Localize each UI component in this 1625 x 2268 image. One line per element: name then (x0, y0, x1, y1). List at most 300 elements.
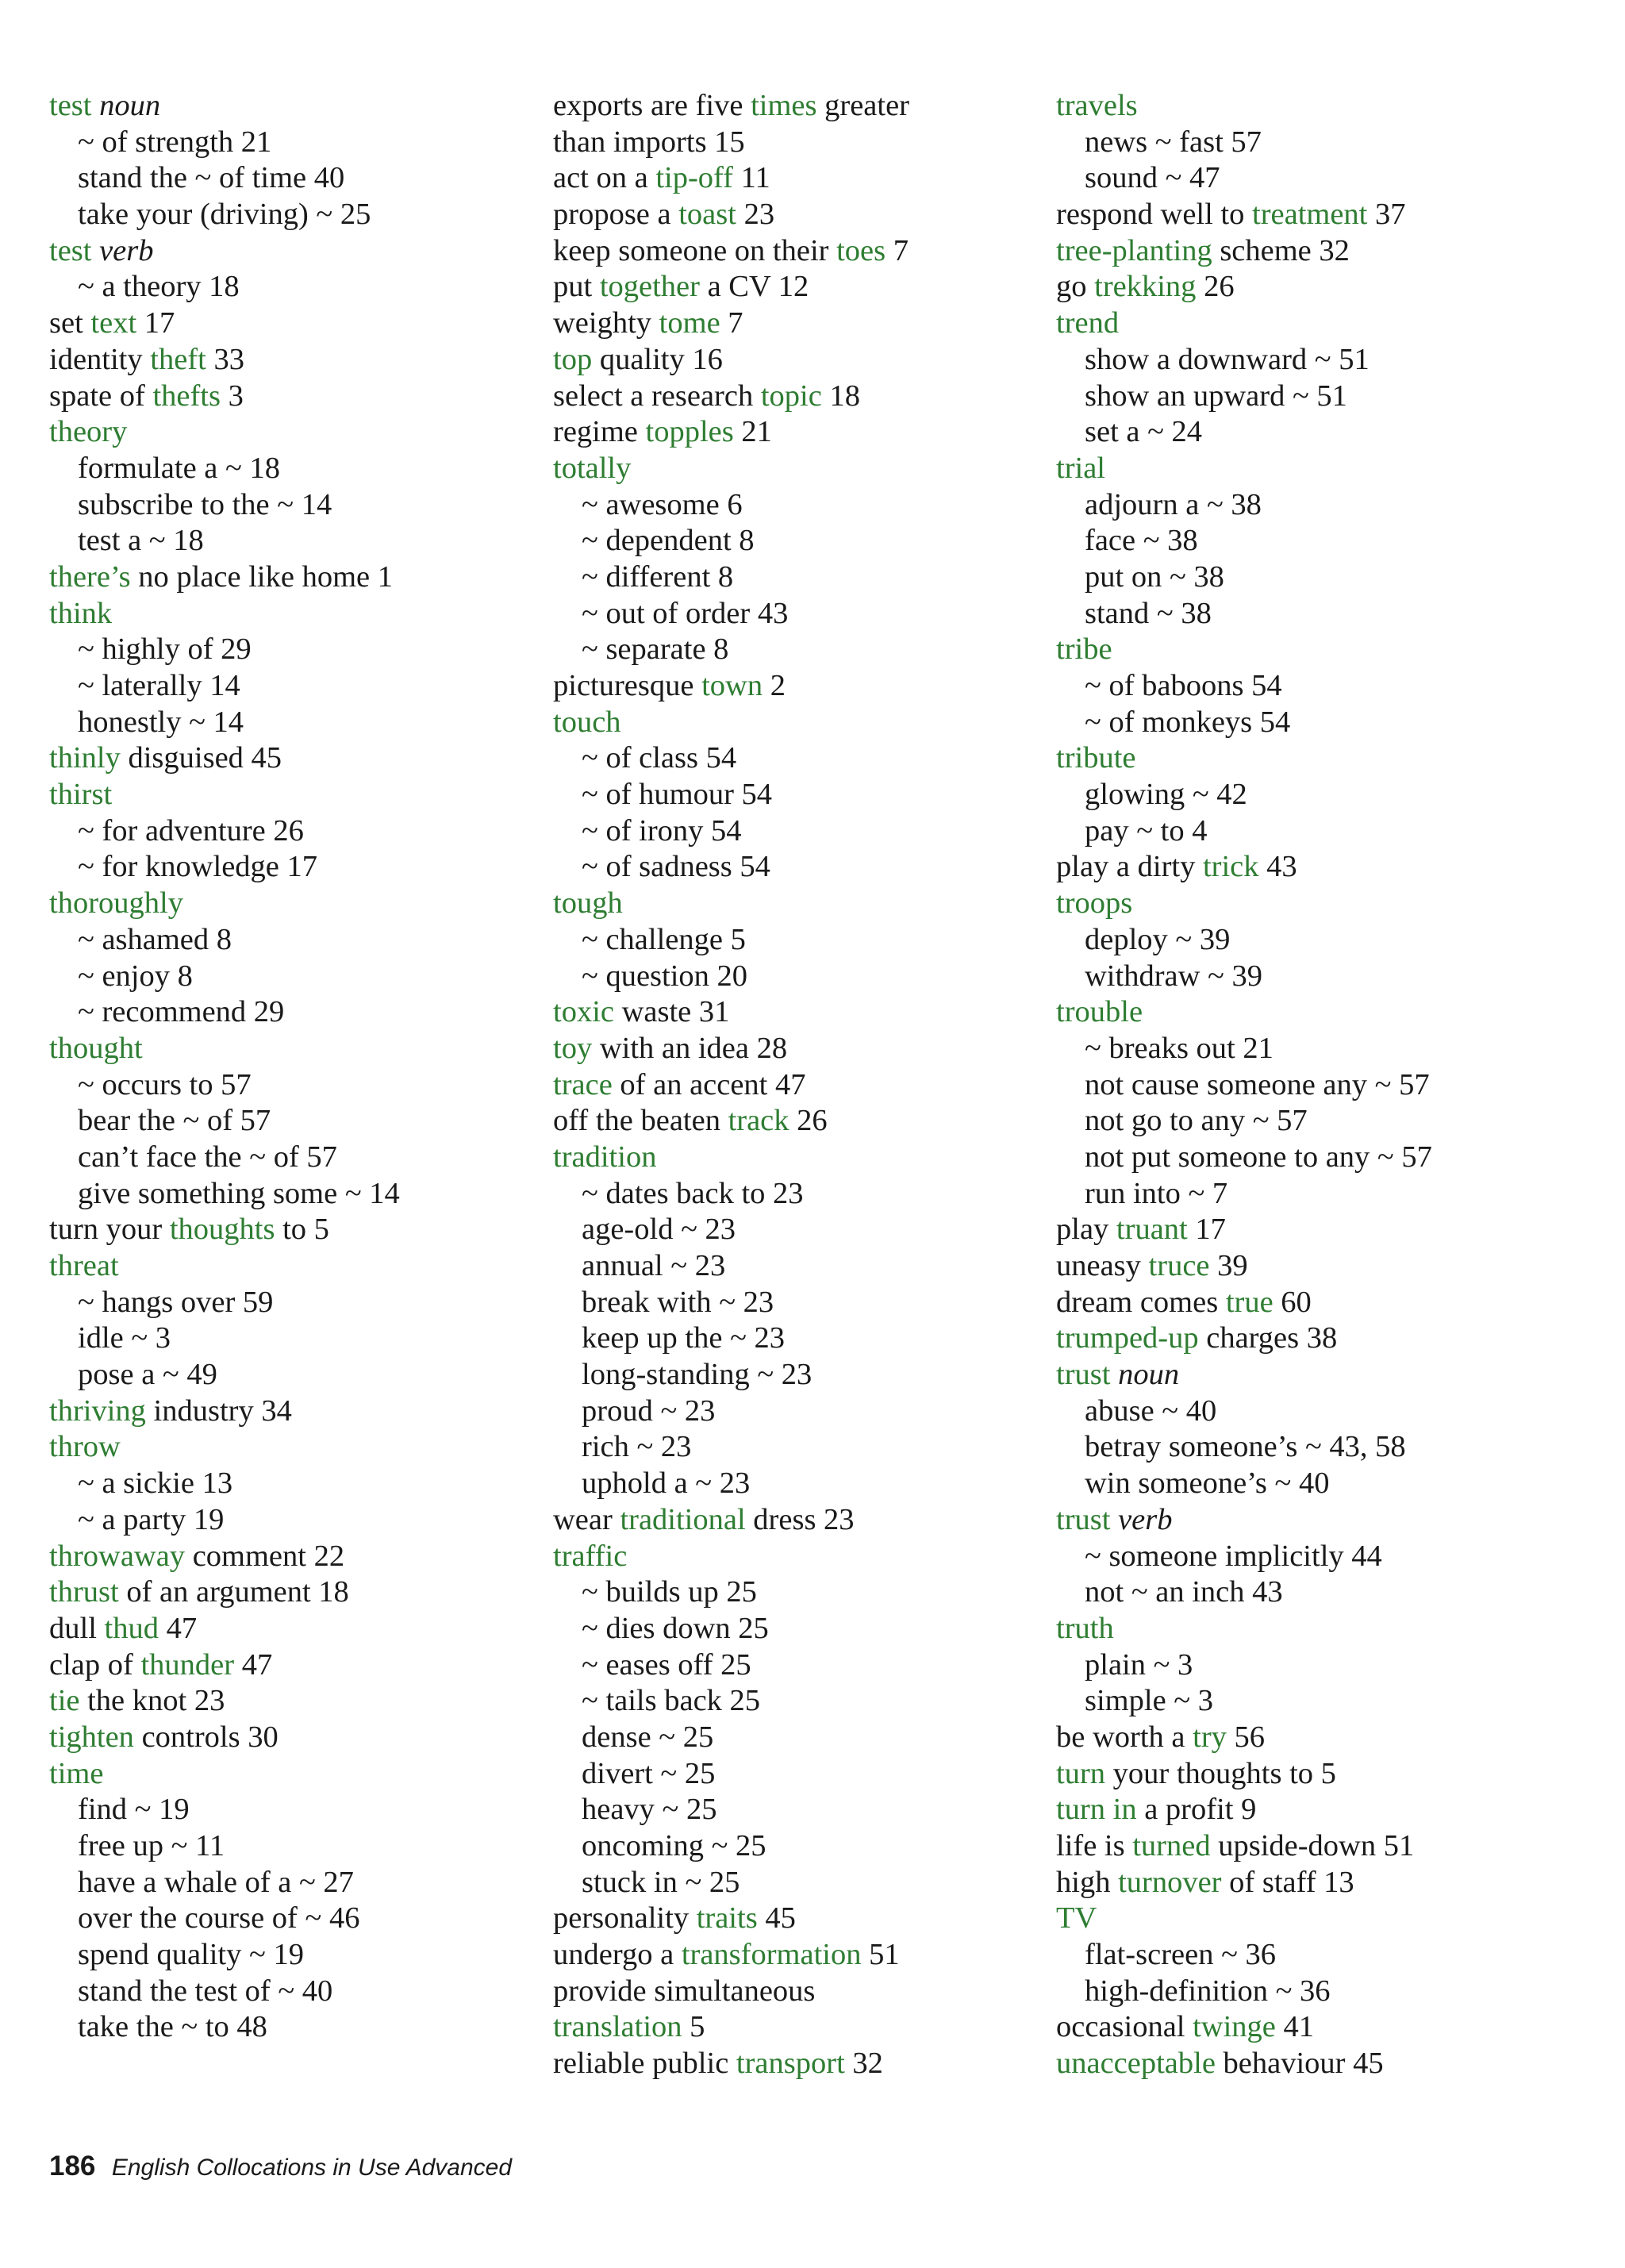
index-entry (553, 1067, 1029, 1104)
entry-text: put (553, 270, 600, 304)
collocation-line (49, 1320, 517, 1357)
entry-text: controls 30 (133, 1720, 279, 1754)
collocation-line (553, 523, 1029, 559)
entry-text: ~ tails back 25 (582, 1684, 761, 1718)
headword: threat (49, 1249, 119, 1282)
entry-text: with an idea 28 (592, 1031, 788, 1065)
collocation-line (1056, 959, 1580, 995)
entry-text: ~ dates back to 23 (582, 1176, 804, 1210)
index-entry (1056, 1212, 1580, 1248)
index-entry (1056, 2046, 1580, 2082)
collocation-line (553, 1212, 1029, 1248)
entry-text: 45 (757, 1901, 796, 1935)
entry-text: upside-down 51 (1210, 1829, 1415, 1862)
headword: thinly (49, 741, 121, 775)
collocation-line (553, 1320, 1029, 1357)
entry-text: 21 (733, 415, 772, 449)
entry-text: dream comes (1056, 1285, 1226, 1319)
index-entry (49, 777, 517, 813)
entry-text: 51 (861, 1938, 900, 1972)
collocation-line (1056, 342, 1580, 379)
entry-text: spend quality ~ 19 (78, 1938, 304, 1972)
entry-text: ~ dependent 8 (582, 524, 755, 558)
collocation-line (1056, 1140, 1580, 1176)
entry-text: dress 23 (745, 1502, 855, 1536)
collocation-line (553, 632, 1029, 668)
headword: trekking (1094, 270, 1197, 304)
entry-text: set a ~ 24 (1085, 415, 1203, 449)
entry-text: keep someone on their (553, 233, 837, 267)
collocation-line (1056, 125, 1580, 161)
index-entry (49, 596, 517, 632)
entry-text: abuse ~ 40 (1085, 1393, 1217, 1428)
entry-text: betray someone’s ~ 43, 58 (1085, 1430, 1406, 1464)
entry-text: set (49, 306, 91, 340)
index-entry (1056, 849, 1580, 886)
entry-text: ~ for knowledge 17 (78, 850, 318, 884)
entry-text: rich ~ 23 (582, 1430, 692, 1464)
entry-text: the knot 23 (79, 1684, 225, 1718)
entry-text: over the course of ~ 46 (78, 1901, 360, 1935)
collocation-line (49, 959, 517, 995)
entry-text: occasional (1056, 2010, 1193, 2044)
entry-text: ~ someone implicitly 44 (1085, 1539, 1382, 1573)
index-entry (49, 886, 517, 922)
entry-text: idle ~ 3 (78, 1321, 171, 1355)
collocation-line (1056, 922, 1580, 959)
entry-text: ~ of humour 54 (582, 778, 773, 812)
entry-text: withdraw ~ 39 (1085, 959, 1262, 993)
headword: topic (760, 379, 822, 413)
collocation-line (49, 922, 517, 959)
headword: text (90, 306, 137, 340)
headword: thrust (49, 1575, 119, 1609)
index-entry (49, 414, 517, 451)
entry-text: divert ~ 25 (582, 1756, 716, 1790)
entry-text: 7 (720, 306, 743, 340)
index-entry (553, 1103, 1029, 1140)
headword: trust (1056, 1502, 1111, 1536)
headword: toast (678, 198, 736, 232)
entry-text: ~ laterally 14 (78, 669, 240, 702)
collocation-line (1056, 813, 1580, 850)
collocation-line (49, 1974, 517, 2010)
headword: thirst (49, 778, 113, 812)
index-entry (553, 2046, 1029, 2082)
entry-text: ~ different 8 (582, 559, 734, 594)
collocation-line (49, 160, 517, 197)
headword: troops (1056, 886, 1133, 921)
entry-text: oncoming ~ 25 (582, 1829, 766, 1862)
entry-text: no place like home 1 (130, 559, 393, 594)
entry-text: ~ eases off 25 (582, 1647, 751, 1682)
collocation-line (1056, 596, 1580, 632)
collocation-line (553, 1683, 1029, 1720)
collocation-line (1056, 1176, 1580, 1213)
headword: trick (1202, 850, 1259, 884)
headword: turnover (1118, 1865, 1222, 1899)
entry-text: 2 (763, 669, 786, 702)
headword: theft (150, 342, 206, 376)
book-title: English Collocations in Use Advanced (111, 2155, 513, 2181)
page-footer (49, 2151, 512, 2182)
index-entry (1056, 1792, 1580, 1828)
collocation-line (553, 1429, 1029, 1466)
collocation-line (49, 269, 517, 306)
entry-text: reliable public (553, 2047, 736, 2081)
entry-text: not cause someone any ~ 57 (1085, 1067, 1430, 1101)
collocation-line (49, 1792, 517, 1828)
headword: trend (1056, 306, 1120, 340)
collocation-line (49, 632, 517, 668)
collocation-line (1056, 559, 1580, 596)
collocation-line (49, 1502, 517, 1539)
headword: transformation (681, 1938, 862, 1972)
collocation-line (49, 813, 517, 850)
collocation-line (1056, 1539, 1580, 1575)
headword: tip-off (655, 161, 734, 195)
index-entry (553, 668, 1029, 705)
collocation-line (553, 1466, 1029, 1502)
headword: thought (49, 1031, 143, 1065)
index-entry (49, 306, 517, 342)
entry-text: honestly ~ 14 (78, 705, 244, 739)
entry-text: news ~ fast 57 (1085, 125, 1262, 159)
index-entry (553, 1901, 1029, 1937)
index-entry (1056, 88, 1580, 125)
collocation-line (1056, 1937, 1580, 1974)
headword: tough (553, 886, 623, 921)
index-entry (1056, 1248, 1580, 1285)
index-entry (1056, 1828, 1580, 1865)
index-entry (1056, 994, 1580, 1031)
entry-text: play (1056, 1213, 1116, 1247)
index-entry (1056, 1901, 1580, 1937)
index-entry (49, 342, 517, 379)
collocation-line (553, 849, 1029, 886)
entry-text: regime (553, 415, 646, 449)
entry-text: ~ a sickie 13 (78, 1467, 233, 1501)
entry-text: 33 (206, 342, 244, 376)
collocation-line (1056, 1974, 1580, 2010)
collocation-line (553, 740, 1029, 777)
entry-text: a CV 12 (699, 270, 809, 304)
collocation-line (553, 1357, 1029, 1393)
headword: trace (553, 1067, 613, 1101)
entry-text: ~ of strength 21 (78, 125, 272, 159)
collocation-line (49, 1466, 517, 1502)
headword: thriving (49, 1393, 146, 1428)
collocation-line (1056, 1683, 1580, 1720)
entry-text: disguised 45 (120, 741, 282, 775)
collocation-line (49, 668, 517, 705)
entry-text: picturesque (553, 669, 702, 702)
entry-text (1110, 1358, 1118, 1391)
entry-text (91, 89, 99, 122)
entry-text: ~ recommend 29 (78, 995, 285, 1029)
collocation-line (1056, 1429, 1580, 1466)
index-entry (1056, 1502, 1580, 1539)
collocation-line (49, 849, 517, 886)
entry-text: pose a ~ 49 (78, 1358, 217, 1392)
entry-text: ~ of monkeys 54 (1085, 705, 1291, 739)
index-entry (1056, 886, 1580, 922)
headword: tradition (553, 1140, 657, 1174)
collocation-line (49, 1357, 517, 1393)
entry-text: behaviour 45 (1215, 2047, 1384, 2081)
index-entry (49, 1756, 517, 1793)
headword: tie (49, 1684, 80, 1718)
entry-text: take the ~ to 48 (78, 2010, 267, 2044)
index-entry (553, 1974, 1029, 2010)
entry-text: 47 (158, 1611, 198, 1645)
entry-text: bear the ~ of 57 (78, 1104, 271, 1138)
entry-text: ~ of class 54 (582, 741, 737, 775)
collocation-line (1056, 777, 1580, 813)
entry-text: of an argument 18 (118, 1575, 349, 1609)
part-of-speech: verb (99, 233, 154, 267)
headword: there’s (49, 559, 131, 594)
collocation-line (553, 959, 1029, 995)
index-entry (553, 306, 1029, 342)
entry-text: weighty (553, 306, 659, 340)
collocation-line (49, 1176, 517, 1213)
entry-text: act on a (553, 161, 656, 195)
headword: toy (553, 1031, 593, 1065)
part-of-speech: verb (1118, 1502, 1173, 1536)
index-entry (553, 886, 1029, 922)
entry-text: 43 (1258, 850, 1297, 884)
headword: thefts (152, 379, 221, 413)
index-entry (553, 994, 1029, 1031)
entry-text: 7 (885, 233, 909, 267)
entry-text: go (1056, 270, 1095, 304)
part-of-speech: noun (1118, 1358, 1180, 1392)
collocation-line (49, 1901, 517, 1937)
entry-text: sound ~ 47 (1085, 161, 1220, 195)
headword: turn in (1056, 1793, 1137, 1827)
headword: touch (553, 705, 621, 739)
index-entry (1056, 1357, 1580, 1393)
index-entry (1056, 306, 1580, 342)
headword: totally (553, 451, 632, 485)
collocation-line (49, 197, 517, 233)
entry-text: ~ builds up 25 (582, 1575, 757, 1609)
collocation-line (49, 1285, 517, 1321)
collocation-line (49, 487, 517, 524)
headword: time (49, 1756, 104, 1790)
index-entry (1056, 1320, 1580, 1357)
entry-text: take your (driving) ~ 25 (78, 198, 371, 232)
entry-text: long-standing ~ 23 (582, 1358, 812, 1392)
entry-text: 37 (1367, 198, 1406, 232)
headword: trust (1056, 1358, 1111, 1392)
entry-text: not ~ an inch 43 (1085, 1575, 1283, 1609)
entry-text: than imports 15 (553, 125, 745, 159)
collocation-line (553, 1865, 1029, 1901)
entry-text: be worth a (1056, 1720, 1193, 1754)
entry-text: propose a (553, 198, 679, 232)
entry-text: ~ awesome 6 (582, 487, 743, 521)
entry-text: stand ~ 38 (1085, 596, 1212, 630)
entry-text: can’t face the ~ of 57 (78, 1140, 337, 1174)
entry-text: ~ question 20 (582, 959, 748, 993)
index-entry (553, 379, 1029, 415)
entry-text: of an accent 47 (612, 1067, 806, 1101)
headword: traits (696, 1901, 758, 1935)
headword: trumped-up (1056, 1321, 1199, 1355)
entry-text: a profit 9 (1136, 1793, 1257, 1827)
collocation-line (1056, 1647, 1580, 1684)
entry-text: flat-screen ~ 36 (1085, 1938, 1277, 1972)
headword: throwaway (49, 1539, 186, 1573)
entry-text: scheme 32 (1212, 233, 1350, 267)
headword: town (701, 669, 763, 702)
collocation-line (49, 451, 517, 487)
collocation-line (49, 705, 517, 741)
headword: toes (836, 233, 886, 267)
entry-text: pay ~ to 4 (1085, 813, 1208, 848)
headword: trouble (1056, 995, 1143, 1029)
entry-text: of staff 13 (1221, 1865, 1354, 1899)
headword: truth (1056, 1611, 1114, 1645)
collocation-line (1056, 1067, 1580, 1104)
collocation-line (1056, 1031, 1580, 1067)
collocation-line (1056, 523, 1580, 559)
index-entry (553, 1539, 1029, 1575)
entry-text: plain ~ 3 (1085, 1647, 1193, 1682)
entry-text: ~ of irony 54 (582, 813, 742, 848)
collocation-line (49, 1865, 517, 1901)
index-entry (49, 1720, 517, 1756)
entry-text: industry 34 (145, 1393, 292, 1428)
index-entry (1056, 1285, 1580, 1321)
headword: test (49, 233, 92, 267)
index-entry (49, 1212, 517, 1248)
entry-text: give something some ~ 14 (78, 1176, 400, 1210)
index-entry (553, 125, 1029, 161)
headword: times (751, 89, 817, 122)
entry-text: test a ~ 18 (78, 524, 204, 558)
index-entry (1056, 1865, 1580, 1901)
headword: tribe (1056, 632, 1112, 667)
entry-text: 26 (789, 1104, 828, 1138)
entry-text: ~ enjoy 8 (78, 959, 193, 993)
entry-text: ~ for adventure 26 (78, 813, 304, 848)
collocation-line (553, 1248, 1029, 1285)
entry-text: 17 (136, 306, 175, 340)
index-entry (553, 233, 1029, 270)
entry-text: free up ~ 11 (78, 1829, 225, 1862)
collocation-line (1056, 1466, 1580, 1502)
entry-text: proud ~ 23 (582, 1393, 716, 1428)
index-entry (1056, 1611, 1580, 1647)
entry-text: off the beaten (553, 1104, 728, 1138)
headword: true (1225, 1285, 1273, 1319)
collocation-line (553, 559, 1029, 596)
collocation-line (553, 1285, 1029, 1321)
collocation-line (1056, 160, 1580, 197)
entry-text: age-old ~ 23 (582, 1213, 736, 1247)
entry-text: deploy ~ 39 (1085, 922, 1231, 956)
headword: travels (1056, 89, 1138, 122)
entry-text: 32 (844, 2047, 883, 2081)
headword: unacceptable (1056, 2047, 1216, 2081)
collocation-line (49, 1937, 517, 1974)
index-entry (49, 1574, 517, 1611)
index-entry (553, 1140, 1029, 1176)
collocation-line (553, 1720, 1029, 1756)
entry-text: high (1056, 1865, 1119, 1899)
index-entry (1056, 451, 1580, 487)
index-entry (49, 233, 517, 270)
collocation-line (553, 1756, 1029, 1793)
index-entry (49, 1683, 517, 1720)
index-entry (1056, 1720, 1580, 1756)
collocation-line (49, 994, 517, 1031)
entry-text: 17 (1187, 1213, 1226, 1247)
headword: translation (553, 2010, 682, 2044)
entry-text: turn your (49, 1213, 170, 1247)
collocation-line (553, 777, 1029, 813)
index-entry (1056, 197, 1580, 233)
entry-text (1110, 1503, 1118, 1536)
index-entry (553, 451, 1029, 487)
collocation-line (553, 1176, 1029, 1213)
entry-text: quality 16 (592, 342, 723, 376)
headword: try (1193, 1720, 1227, 1754)
entry-text: formulate a ~ 18 (78, 451, 280, 485)
entry-text: 3 (220, 379, 244, 413)
headword: together (599, 270, 700, 304)
entry-text: ~ a party 19 (78, 1502, 225, 1536)
collocation-line (49, 1140, 517, 1176)
collocation-line (1056, 705, 1580, 741)
entry-text: personality (553, 1901, 697, 1935)
entry-text: find ~ 19 (78, 1793, 190, 1827)
entry-text: 26 (1196, 270, 1235, 304)
entry-text: annual ~ 23 (582, 1249, 726, 1282)
entry-text: ~ a theory 18 (78, 270, 240, 304)
entry-text: to 5 (275, 1213, 329, 1247)
entry-text: keep up the ~ 23 (582, 1321, 786, 1355)
collocation-line (49, 1828, 517, 1865)
index-entry (49, 88, 517, 125)
entry-text: uphold a ~ 23 (582, 1467, 751, 1501)
entry-text: dense ~ 25 (582, 1720, 714, 1754)
index-entry (49, 1031, 517, 1067)
headword: track (728, 1104, 789, 1138)
collocation-line (1056, 1393, 1580, 1430)
entry-text (91, 234, 99, 267)
index-entry (553, 2009, 1029, 2046)
entry-text: ~ of baboons 54 (1085, 669, 1282, 702)
entry-text: comment 22 (185, 1539, 345, 1573)
collocation-line (49, 1103, 517, 1140)
entry-text: select a research (553, 379, 761, 413)
index-entry (553, 342, 1029, 379)
collocation-line (553, 1611, 1029, 1647)
entry-text: ~ breaks out 21 (1085, 1031, 1273, 1065)
entry-text: glowing ~ 42 (1085, 778, 1247, 812)
entry-text: show a downward ~ 51 (1085, 342, 1370, 376)
entry-text: heavy ~ 25 (582, 1793, 717, 1827)
page-number: 186 (49, 2151, 96, 2182)
collocation-line (553, 1828, 1029, 1865)
index-entry (49, 740, 517, 777)
collocation-line (553, 487, 1029, 524)
entry-text: simple ~ 3 (1085, 1684, 1213, 1718)
